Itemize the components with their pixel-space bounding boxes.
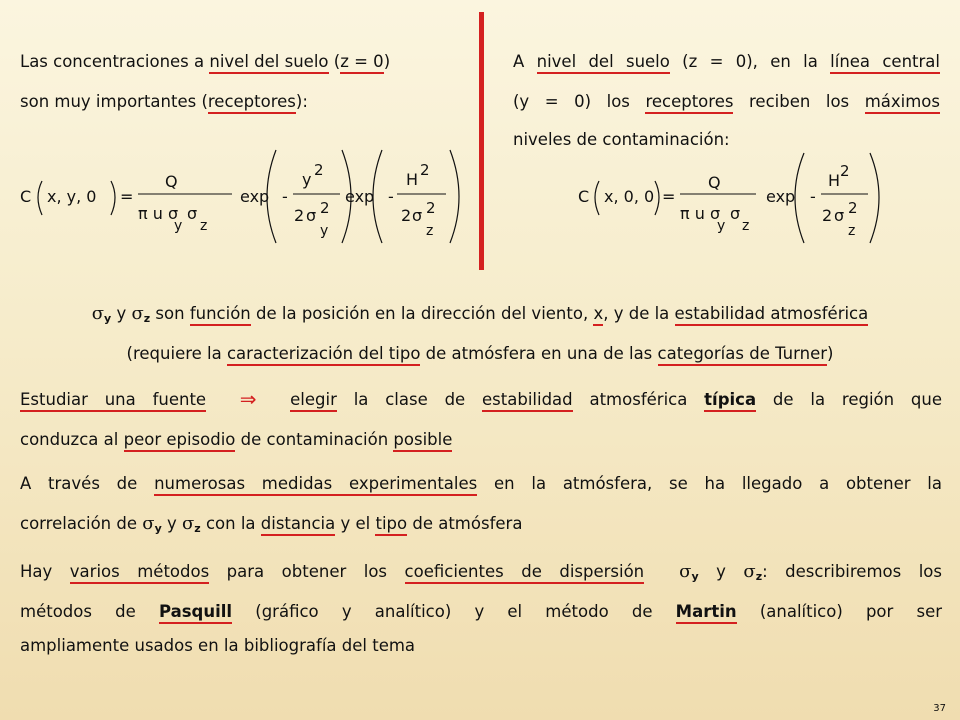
svg-text:y: y [302,170,312,189]
svg-text:2: 2 [314,161,324,179]
svg-text:z: z [742,218,750,234]
left-line-2: son muy importantes (receptores): [20,84,308,119]
svg-text:exp: exp [766,187,796,206]
svg-text:exp: exp [345,187,375,206]
left-line-1: Las concentraciones a nivel del suelo (z = 0) [20,44,390,79]
p3-line-2: correlación de $\sigma_y$ y $\sigma_z$ con la distancia y el tipo de atmósfera [20,513,523,535]
p4-line-2: métodos de Pasquill (gráfico y analítico) y el método de Martin (analítico) por ser [20,594,942,629]
svg-text:σ: σ [730,204,741,223]
svg-text:x, y, 0: x, y, 0 [47,187,97,206]
svg-text:σ: σ [834,206,845,225]
implies-arrow-icon: ⇒ [239,387,257,411]
page-number: 37 [933,703,946,714]
formula-ground-centerline [578,150,888,250]
vertical-divider [479,12,484,270]
right-line-2: (y = 0) los receptores reciben los máximos [513,84,940,119]
svg-text:y: y [320,223,329,239]
svg-text:y: y [174,218,183,234]
svg-text:σ: σ [306,206,317,225]
svg-text:2: 2 [320,199,330,217]
p3-line-1: A través de numerosas medidas experimentales en la atmósfera, se ha llegado a obtener la [20,466,942,501]
svg-text:exp: exp [240,187,270,206]
svg-text:x, 0, 0: x, 0, 0 [604,187,655,206]
p4-line-1: Hay varios métodos para obtener los coeficientes de dispersión $\sigma_y$ y $\sigma_z$: describiremos los [20,561,942,583]
svg-text:2: 2 [294,206,305,225]
svg-text:=: = [120,187,134,206]
svg-text:-: - [810,187,816,206]
svg-text:=: = [662,187,676,206]
right-line-3: niveles de contaminación: [513,130,730,149]
svg-text:2: 2 [840,162,850,180]
svg-text:y: y [717,218,726,234]
svg-text:-: - [388,187,394,206]
svg-text:2: 2 [420,161,430,179]
svg-text:2: 2 [848,199,858,217]
svg-text:π u σ: π u σ [680,204,721,223]
svg-text:-: - [282,187,288,206]
svg-text:H: H [828,171,841,190]
p1-line-2: (requiere la caracterización del tipo de atmósfera en una de las categorías de Turner) [0,336,960,371]
svg-text:Q: Q [165,172,178,191]
svg-text:z: z [200,218,208,234]
p4-line-3: ampliamente usados en la bibliografía del tema [20,636,416,655]
svg-text:π u σ: π u σ [138,204,179,223]
p2-line-2: conduzca al peor episodio de contaminación posible [20,422,452,457]
right-line-1: A nivel del suelo (z = 0), en la línea central [513,44,940,79]
svg-text:2: 2 [426,199,436,217]
p1-line-1: $\sigma_y$ y $\sigma_z$ son función de la posición en la dirección del viento, x, y de la estabilidad atmosférica [91,303,869,325]
svg-text:C: C [20,187,32,206]
svg-text:σ: σ [187,204,198,223]
svg-text:σ: σ [412,206,423,225]
svg-text:2: 2 [401,206,412,225]
svg-text:H: H [406,170,419,189]
svg-text:2: 2 [822,206,833,225]
svg-text:z: z [848,223,856,239]
formula-full-gaussian [20,145,470,245]
svg-text:Q: Q [708,173,721,192]
svg-text:z: z [426,223,434,239]
p2-line-1: Estudiar una fuente ⇒ elegir la clase de estabilidad atmosférica típica de la región que [20,387,942,411]
svg-text:C: C [578,187,590,206]
